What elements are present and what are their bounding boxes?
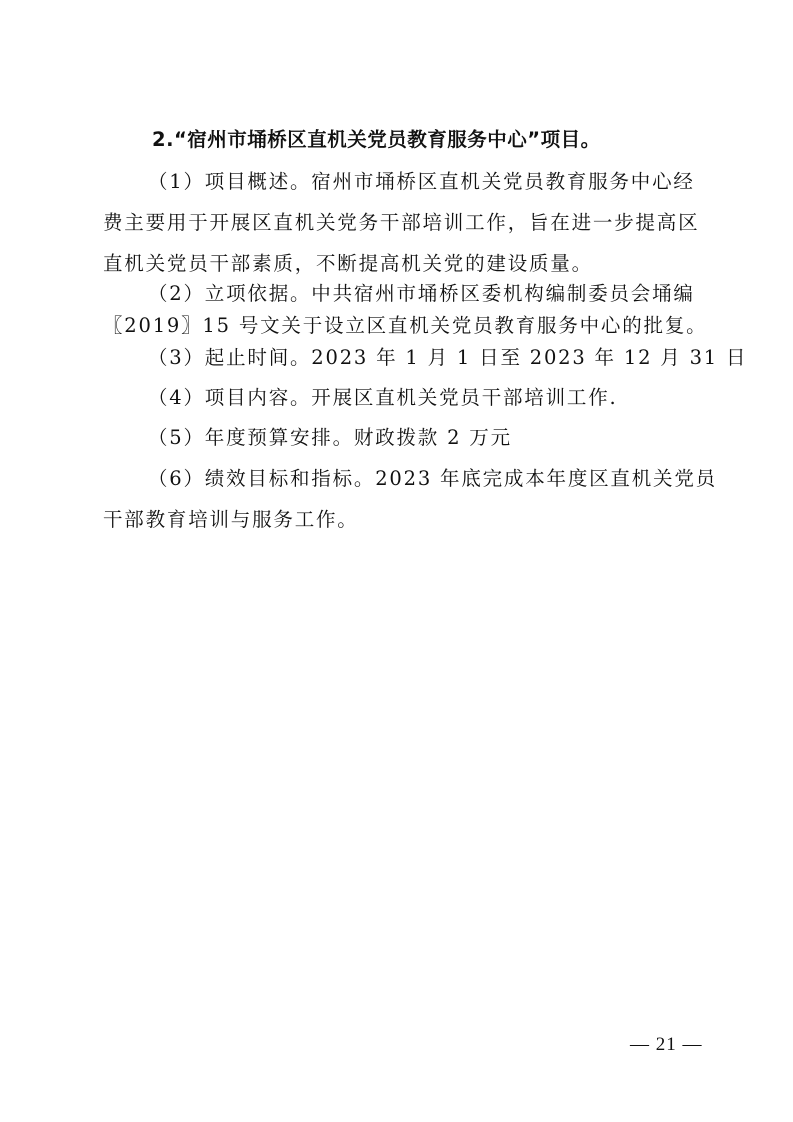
paragraph-goals-line-1: （6）绩效目标和指标。2023 年底完成本年度区直机关党员 xyxy=(148,467,717,490)
paragraph-basis-line-2: 〖2019〗15 号文关于设立区直机关党员教育服务中心的批复。 xyxy=(103,314,708,337)
paragraph-goals-line-2: 干部教育培训与服务工作。 xyxy=(103,508,359,531)
paragraph-period: （3）起止时间。2023 年 1 月 1 日至 2023 年 12 月 31 日 xyxy=(148,346,748,369)
paragraph-budget: （5）年度预算安排。财政拨款 2 万元 xyxy=(148,426,512,449)
paragraph-basis-line-1: （2）立项依据。中共宿州市埇桥区委机构编制委员会埇编 xyxy=(148,282,695,305)
paragraph-overview-line-3: 直机关党员干部素质，不断提高机关党的建设质量。 xyxy=(103,252,593,275)
section-heading: 2.“宿州市埇桥区直机关党员教育服务中心”项目。 xyxy=(152,128,601,151)
paragraph-overview-line-2: 费主要用于开展区直机关党务干部培训工作，旨在进一步提高区 xyxy=(103,211,700,234)
page-number: — 21 — xyxy=(630,1034,703,1055)
paragraph-content: （4）项目内容。开展区直机关党员干部培训工作. xyxy=(148,386,618,409)
paragraph-overview-line-1: （1）项目概述。宿州市埇桥区直机关党员教育服务中心经 xyxy=(148,170,695,193)
